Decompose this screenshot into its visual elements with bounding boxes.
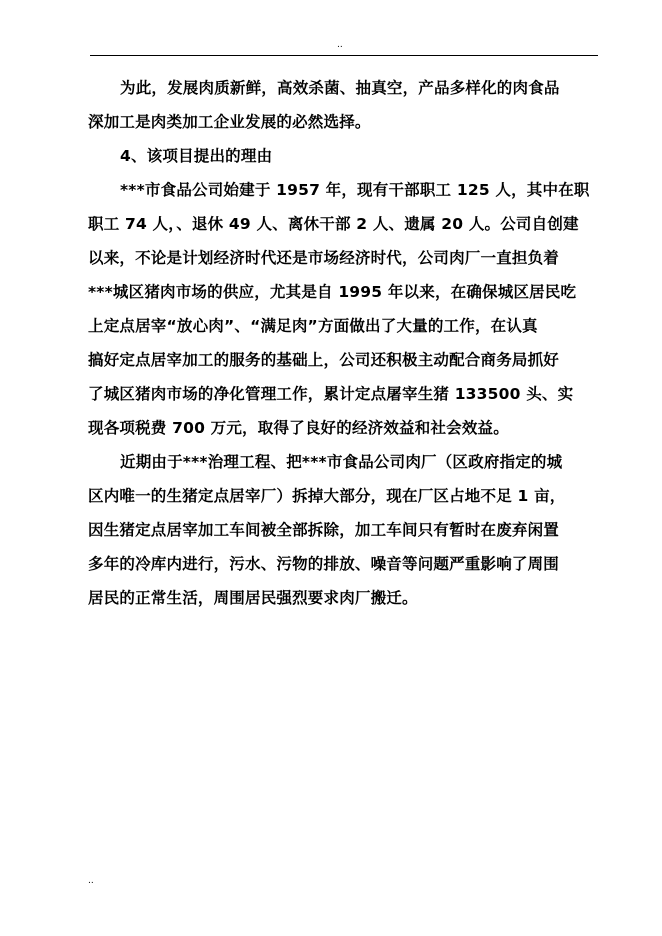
footer-mark: .. [88, 876, 94, 886]
paragraph-line: 近期由于***治理工程、把***市食品公司肉厂（区政府指定的城 [120, 453, 563, 471]
paragraph-line: ***城区猪肉市场的供应，尤其是自 1995 年以来，在确保城区居民吃 [88, 283, 577, 301]
paragraph-line: 深加工是肉类加工企业发展的必然选择。 [88, 113, 371, 131]
paragraph-line: 居民的正常生活，周围居民强烈要求肉厂搬迁。 [88, 589, 418, 607]
paragraph-line: 上定点居宰“放心肉”、“满足肉”方面做出了大量的工作，在认真 [88, 317, 538, 335]
paragraph-conclusion [88, 71, 600, 139]
paragraph-line: 现各项税费 700 万元，取得了良好的经济效益和社会效益。 [88, 419, 509, 437]
header-rule [90, 55, 598, 56]
document-body [88, 71, 600, 615]
paragraph-line: 以来，不论是计划经济时代还是市场经济时代，公司肉厂一直担负着 [88, 249, 560, 267]
paragraph-line: 为此，发展肉质新鲜，高效杀菌、抽真空，产品多样化的肉食品 [120, 79, 560, 97]
paragraph-line: 区内唯一的生猪定点居宰厂）拆掉大部分，现在厂区占地不足 1 亩， [88, 487, 566, 505]
section-heading-text: 4、该项目提出的理由 [120, 147, 273, 165]
paragraph-line: 因生猪定点居宰加工车间被全部拆除，加工车间只有暂时在废弃闲置 [88, 521, 560, 539]
paragraph-line: 搞好定点居宰加工的服务的基础上，公司还积极主动配合商务局抓好 [88, 351, 560, 369]
header-mark: .. [337, 40, 343, 50]
section-heading [88, 139, 600, 173]
paragraph-company-history [88, 173, 600, 445]
paragraph-line: ***市食品公司始建于 1957 年，现有干部职工 125 人，其中在职 [120, 181, 590, 199]
paragraph-recent-situation [88, 445, 600, 615]
paragraph-line: 了城区猪肉市场的净化管理工作，累计定点屠宰生猪 133500 头、实 [88, 385, 574, 403]
paragraph-line: 多年的冷库内进行，污水、污物的排放、噪音等问题严重影响了周围 [88, 555, 560, 573]
paragraph-line: 职工 74 人，、退休 49 人、离休干部 2 人、遗属 20 人。公司自创建 [88, 215, 579, 233]
